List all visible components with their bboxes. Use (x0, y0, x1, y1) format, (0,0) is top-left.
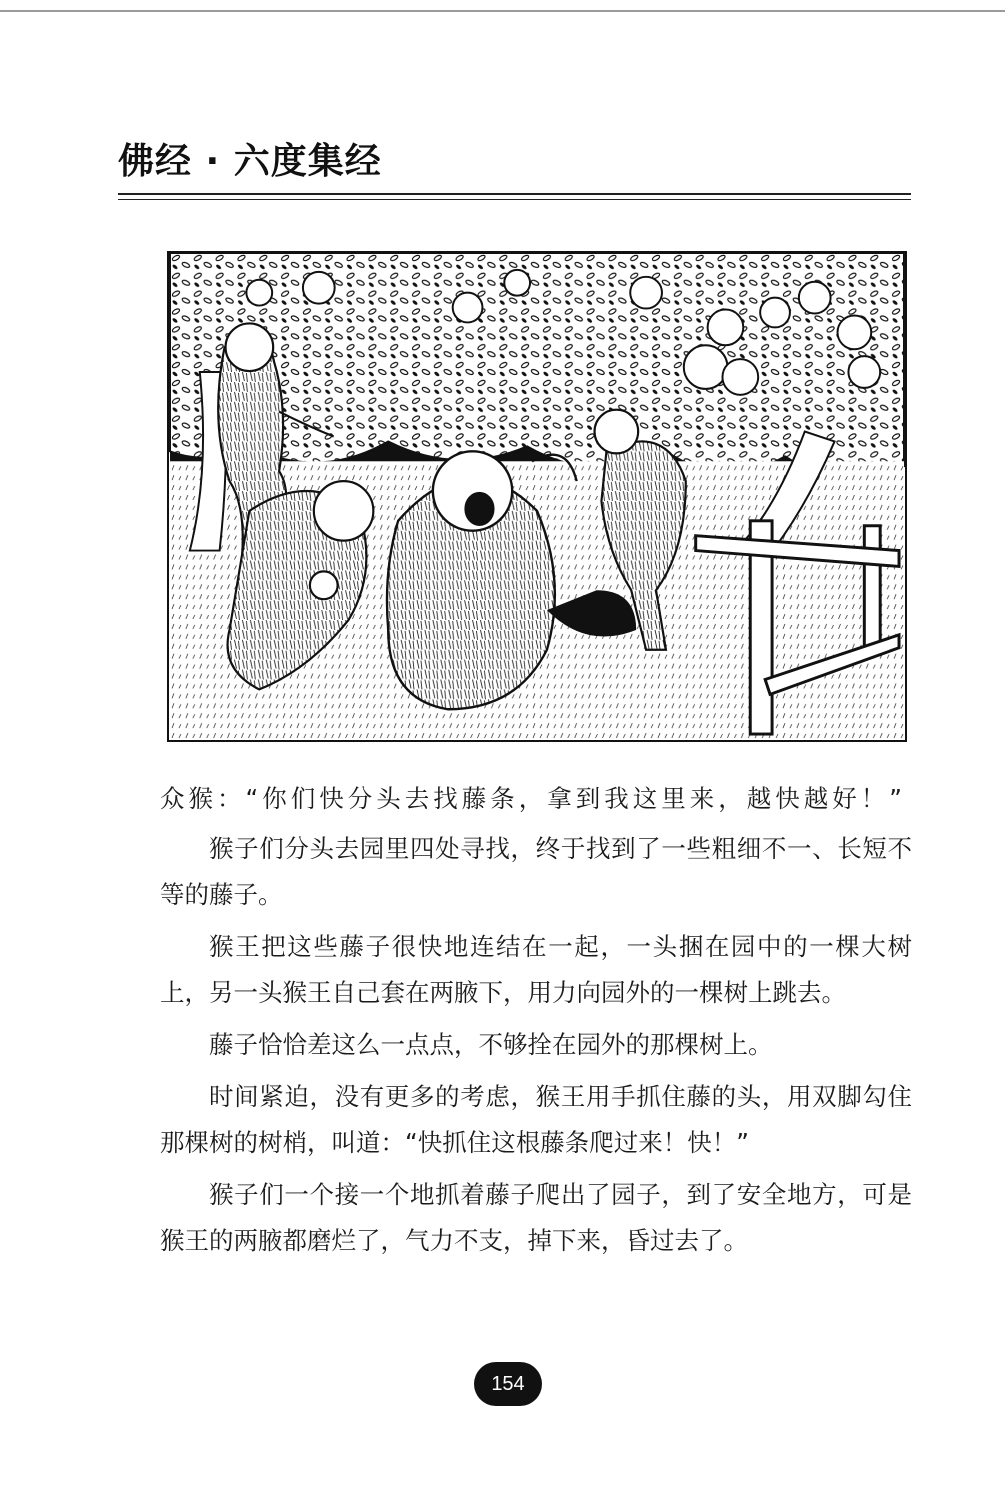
paragraph-4: 藤子恰恰差这么一点点，不够拴在园外的那棵树上。 (209, 1030, 773, 1059)
monkey-garden-illustration (167, 251, 907, 742)
illustration-drawing (169, 253, 905, 740)
paragraph-1: 众猴：“你们快分头去找藤条，拿到我这里来，越快越好！” (160, 784, 906, 813)
page-number-badge: 154 (474, 1362, 542, 1406)
header-rule-thick (118, 193, 911, 195)
story-text (160, 776, 912, 1270)
paragraph-3: 猴王把这些藤子很快地连结在一起，一头捆在园中的一棵大树上，另一头猴王自己套在两腋下，用力向园外的一棵树上跳去。 (160, 932, 912, 1007)
paragraph-2: 猴子们分头去园里四处寻找，终于找到了一些粗细不一、长短不等的藤子。 (160, 834, 912, 909)
paragraph-5: 时间紧迫，没有更多的考虑，猴王用手抓住藤的头，用双脚勾住那棵树的树梢，叫道：“快抓住这根藤条爬过来！快！” (160, 1082, 912, 1157)
paragraph-6: 猴子们一个接一个地抓着藤子爬出了园子，到了安全地方，可是猴王的两腋都磨烂了，气力不支，掉下来，昏过去了。 (160, 1180, 912, 1255)
running-header-title: 佛经 · 六度集经 (118, 141, 382, 182)
header-rule-thin (118, 199, 911, 200)
top-edge-rule (0, 10, 1005, 12)
